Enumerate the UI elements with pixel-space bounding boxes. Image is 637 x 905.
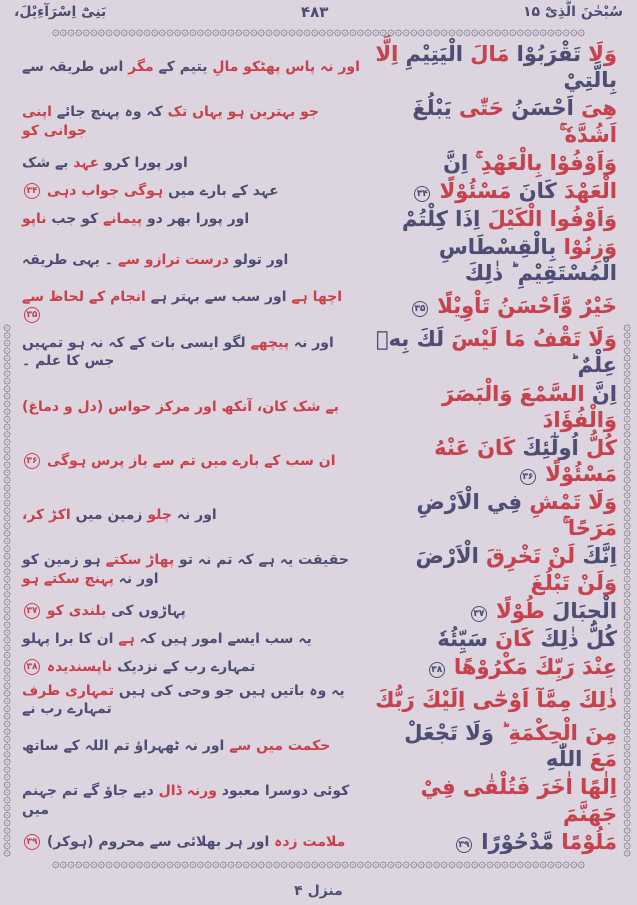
text-segment: پیچھے: [245, 335, 290, 352]
text-segment: لَكَ بِهٖ عِلْمٌ ؕ: [376, 327, 617, 378]
ornamental-border-right: ۞۞۞۞۞۞۞۞۞۞۞۞۞۞۞۞۞۞۞۞۞۞۞۞۞۞۞۞۞۞۞۞۞۞۞۞۞۞۞۞۞۞۞۞۞۞۞۞۞۞۞۞۞۞۞۞۞۞۞۞۞۞۞۞۞۞۞۞۞۞: [621, 323, 636, 857]
verse-number-badge: ۳۴: [414, 186, 430, 202]
text-segment: اِنَّ: [443, 150, 469, 175]
verse-number-badge: ۳۴: [24, 183, 40, 199]
text-segment: پہاڑوں کی: [106, 602, 186, 619]
text-segment: کو جب: [46, 210, 99, 227]
text-segment: الْعَهْدَ: [556, 178, 617, 203]
page-number: ۴۸۳: [300, 3, 329, 21]
text-segment: اور نہ ٹھہراؤ تم اللہ کے ساتھ: [22, 738, 225, 755]
verse-number-badge: ۳۵: [24, 307, 40, 323]
running-header: [14, 1, 623, 23]
urdu-translation-text: [20, 833, 375, 851]
text-segment: اکڑ کر،: [22, 507, 71, 524]
verse-row: [20, 435, 617, 488]
urdu-translation-text: [20, 506, 375, 524]
urdu-translation-text: [20, 58, 375, 76]
text-segment: مَرَحًا ۚ: [562, 516, 617, 541]
urdu-translation-text: [20, 551, 375, 587]
arabic-verse-text: [375, 489, 617, 542]
arabic-verse-text: [375, 774, 617, 827]
text-segment: اور ہر بھلائی سے محروم (ہوکر): [42, 833, 270, 850]
text-segment: اَحْسَنُ: [503, 96, 574, 121]
verse-number-badge: ۳۹: [24, 834, 40, 850]
arabic-verse-text: [375, 626, 617, 652]
text-segment: ہو زمین کو اور نہ: [22, 552, 159, 587]
text-segment: وَلَا تَقْفُ مَا لَيْسَ: [444, 327, 617, 352]
urdu-translation-text: [20, 602, 375, 620]
arabic-verse-text: [375, 206, 617, 232]
verse-row: [20, 829, 617, 855]
text-segment: اُولٰٓئِكَ: [515, 435, 579, 460]
verse-number-badge: ۳۶: [24, 453, 40, 469]
text-segment: انجام کے لحاظ سے: [22, 289, 146, 306]
urdu-translation-text: [20, 630, 375, 648]
arabic-verse-text: [375, 95, 617, 148]
text-segment: جو بہترین ہو یہاں تک: [162, 104, 319, 121]
text-segment: ان کا برا پہلو: [22, 630, 114, 647]
text-segment: بِالْقِسْطَاسِ الْمُسْتَقِيْمِ ؕ ذٰلِكَ: [438, 234, 617, 285]
text-segment: اور تولو: [228, 251, 289, 268]
text-segment: لگو ایسی بات کے کہ نہ ہو تمہیں جس کا علم ۔: [22, 335, 246, 370]
verse-row: [20, 150, 617, 176]
arabic-verse-text: [375, 598, 617, 624]
text-segment: بے شک کان، آنکھ اور مرکز حواس (دل و دماغ): [22, 398, 339, 415]
text-segment: اور پورا بھر دو: [142, 210, 250, 227]
verse-row: [20, 178, 617, 204]
urdu-translation-text: [20, 334, 375, 370]
text-segment: كُلُّ ذٰلِكَ: [533, 626, 617, 651]
text-segment: تَقْرَبُوْا: [509, 42, 581, 66]
text-segment: عہد: [68, 154, 100, 171]
text-segment: وَلَا تَمْشِ: [522, 490, 617, 515]
arabic-verse-text: [375, 150, 617, 176]
text-segment: دیے جاؤ گے تم جہنم میں: [22, 783, 154, 818]
arabic-verse-text: [375, 41, 617, 94]
text-segment: اور نہ: [289, 335, 334, 352]
text-segment: یَبْلُغَ: [412, 96, 452, 121]
arabic-verse-text: [375, 543, 617, 596]
text-segment: هِیَ: [573, 96, 617, 121]
verse-row: [20, 206, 617, 232]
text-segment: السَّمْعَ وَالْبَصَرَ وَالْفُؤَادَ: [441, 381, 617, 432]
text-segment: ملامت زدہ: [269, 833, 346, 850]
verse-number-badge: ۳۷: [471, 606, 487, 622]
text-segment: مَعَ: [582, 747, 617, 772]
verse-row: [20, 234, 617, 287]
text-segment: الْجِبَالَ: [544, 598, 617, 623]
text-segment: زمین میں: [70, 507, 143, 524]
text-segment: ہے: [113, 630, 135, 647]
text-segment: ان سب کے بارے میں تم سے باز پرس ہوگی: [42, 452, 336, 469]
text-segment: یہ سب ایسے امور ہیں کہ: [134, 630, 312, 647]
arabic-verse-text: [375, 293, 617, 319]
text-segment: اپنی جوانی کو: [22, 104, 87, 139]
text-segment: حکمت میں سے: [224, 738, 331, 755]
text-segment: اللّٰهِ: [545, 747, 583, 772]
text-segment: اِذَا كِلْتُمْ: [402, 206, 481, 231]
text-segment: ہوگی جواب دہی: [42, 182, 164, 199]
text-segment: خَيْرٌ وَّاَحْسَنُ تَاْوِيْلًا: [429, 294, 617, 319]
text-segment: وَاَوْفُوْا بِالْعَهْدِ ۚ: [468, 150, 617, 175]
text-segment: اِنَّكَ: [575, 544, 617, 569]
verse-row: [20, 41, 617, 94]
text-segment: ذٰلِكَ مِمَّآ اَوْحٰٓی اِلَيْكَ رَبُّكَ: [375, 687, 617, 712]
text-segment: عہد کے بارے میں: [163, 182, 279, 199]
text-segment: مگر: [123, 59, 154, 76]
text-segment: اَشُدَّهٗ ۚ: [559, 122, 617, 147]
text-segment: تمہارے رب کے نزدیک: [112, 658, 256, 675]
verse-number-badge: ۳۹: [456, 837, 472, 853]
text-segment: اور پورا کرو: [99, 154, 188, 171]
text-segment: تمہارے رب نے: [22, 701, 112, 718]
verse-number-badge: ۳۷: [24, 603, 40, 619]
verse-row: [20, 543, 617, 596]
arabic-verse-text: [375, 654, 617, 680]
text-segment: پیمانے: [98, 210, 143, 227]
text-segment: اور نہ: [171, 507, 217, 524]
surah-name: بَنِیْٓ اِسْرَآءِیْلَ،: [14, 4, 107, 20]
text-segment: ورنہ ڈال: [153, 783, 217, 800]
text-segment: مَالَ: [462, 42, 510, 66]
urdu-translation-text: [20, 288, 375, 324]
text-segment: درست ترازو سے: [117, 251, 229, 268]
text-segment: تمہاری طرف: [22, 682, 115, 699]
text-segment: وَلَا تَجْعَلْ: [404, 721, 494, 745]
text-segment: عِنْدَ رَبِّكَ مَكْرُوْهًا: [446, 654, 617, 679]
verse-row: [20, 95, 617, 148]
text-segment: حَتّٰی: [451, 96, 504, 121]
text-segment: حقیقت یہ ہے کہ تم نہ تو: [174, 552, 349, 569]
text-segment: كُلُّ: [578, 435, 617, 460]
text-segment: بِالَّتِيْ: [563, 68, 617, 93]
verse-number-badge: ۳۵: [412, 301, 428, 317]
text-segment: اچھا ہے: [286, 289, 343, 306]
urdu-translation-text: [20, 682, 375, 718]
text-segment: طُوْلًا: [488, 598, 545, 623]
urdu-translation-text: [20, 210, 375, 228]
verse-row: [20, 626, 617, 652]
text-segment: اِلَّا: [375, 42, 399, 66]
arabic-verse-text: [375, 687, 617, 713]
urdu-translation-text: [20, 103, 375, 139]
text-segment: فِي الْاَرْضِ: [416, 490, 523, 515]
text-segment: پہنچ سکتے ہو: [22, 570, 114, 587]
text-segment: الْيَتِيْمِ: [398, 42, 463, 66]
text-segment: اِلٰهًا اٰخَرَ فَتُلْقٰی فِيْ جَهَنَّمَ: [420, 775, 617, 826]
text-segment: اور نہ پاس پھٹکو مالِ: [207, 59, 360, 76]
arabic-verse-text: [375, 829, 617, 855]
verse-row: [20, 326, 617, 379]
text-segment: مَسْئُوْلًا: [432, 178, 512, 203]
verse-row: [20, 489, 617, 542]
urdu-translation-text: [20, 154, 375, 172]
text-segment: اس طریقہ سے: [22, 59, 124, 76]
text-segment: ناپو: [22, 210, 47, 227]
text-segment: وَزِنُوْا: [556, 234, 617, 259]
text-segment: لَنْ تَخْرِقَ: [478, 544, 576, 569]
text-segment: مَّدْحُوْرًا: [474, 829, 555, 854]
text-segment: کوئی دوسرا معبود: [216, 783, 350, 800]
verse-rows: [20, 41, 617, 855]
ornamental-border-left: ۞۞۞۞۞۞۞۞۞۞۞۞۞۞۞۞۞۞۞۞۞۞۞۞۞۞۞۞۞۞۞۞۞۞۞۞۞۞۞۞۞۞۞۞۞۞۞۞۞۞۞۞۞۞۞۞۞۞۞۞۞۞۞۞۞۞۞۞۞۞: [1, 323, 16, 857]
verse-number-badge: ۳۸: [24, 659, 40, 675]
text-segment: یتیم کے: [153, 59, 208, 76]
text-segment: چلو: [142, 507, 172, 524]
juz-name: سُبْحٰنَ الَّذِیْٓ ۱۵: [523, 4, 623, 20]
text-segment: یہ وہ باتیں ہیں جو وحی کی ہیں: [114, 682, 345, 699]
text-segment: اور سب سے بہتر ہے: [145, 289, 287, 306]
urdu-translation-text: [20, 398, 375, 416]
arabic-verse-text: [375, 435, 617, 488]
ornamental-border-bottom: ۞۞۞۞۞۞۞۞۞۞۞۞۞۞۞۞۞۞۞۞۞۞۞۞۞۞۞۞۞۞۞۞۞۞۞۞۞۞۞۞۞۞۞۞۞۞۞۞۞۞۞۞۞۞۞۞۞۞۞۞۞۞۞۞۞۞۞۞۞۞: [51, 856, 586, 871]
verse-row: [20, 682, 617, 718]
text-segment: ۔ یہی طریقہ: [22, 251, 118, 268]
verse-row: [20, 288, 617, 324]
manzil-catchword: منزل ۴: [294, 883, 343, 899]
verse-row: [20, 381, 617, 434]
text-segment: بے شک: [22, 154, 69, 171]
ornamental-border-top: ۞۞۞۞۞۞۞۞۞۞۞۞۞۞۞۞۞۞۞۞۞۞۞۞۞۞۞۞۞۞۞۞۞۞۞۞۞۞۞۞۞۞۞۞۞۞۞۞۞۞۞۞۞۞۞۞۞۞۞۞۞۞۞۞۞۞۞۞۞۞: [51, 24, 586, 39]
arabic-verse-text: [375, 381, 617, 434]
text-segment: وَاَوْفُوا الْكَيْلَ: [480, 206, 617, 231]
text-segment: بلندی کو: [42, 602, 107, 619]
text-segment: وَلَنْ تَبْلُغَ: [530, 570, 617, 595]
urdu-translation-text: [20, 251, 375, 269]
text-segment: وَلَا: [580, 42, 617, 66]
text-segment: مِنَ الْحِكْمَةِ ؕ: [493, 721, 617, 745]
text-segment: كَانَ عَنْهُ مَسْئُوْلًا: [434, 435, 617, 487]
verse-row: [20, 598, 617, 624]
verse-row: [20, 720, 617, 773]
urdu-translation-text: [20, 182, 375, 200]
urdu-translation-text: [20, 658, 375, 676]
arabic-verse-text: [375, 234, 617, 287]
text-segment: مَلُوْمًا: [554, 829, 617, 854]
verse-number-badge: ۳۶: [520, 469, 536, 485]
urdu-translation-text: [20, 452, 375, 470]
text-segment: کہ وہ پہنچ جائے: [51, 104, 163, 121]
urdu-translation-text: [20, 782, 375, 818]
verse-number-badge: ۳۸: [429, 662, 445, 678]
urdu-translation-text: [20, 737, 375, 755]
text-segment: سَيِّئُهٗ: [437, 626, 488, 651]
text-segment: اِنَّ: [584, 381, 617, 406]
arabic-verse-text: [375, 178, 617, 204]
text-segment: كَانَ: [487, 626, 534, 651]
text-segment: ناپسندیدہ: [42, 658, 113, 675]
text-segment: الْاَرْضَ: [415, 544, 479, 569]
arabic-verse-text: [375, 326, 617, 379]
arabic-verse-text: [375, 720, 617, 773]
verse-row: [20, 654, 617, 680]
text-segment: كَانَ: [511, 178, 557, 203]
text-segment: پھاڑ سکتے: [100, 552, 175, 569]
verse-row: [20, 774, 617, 827]
